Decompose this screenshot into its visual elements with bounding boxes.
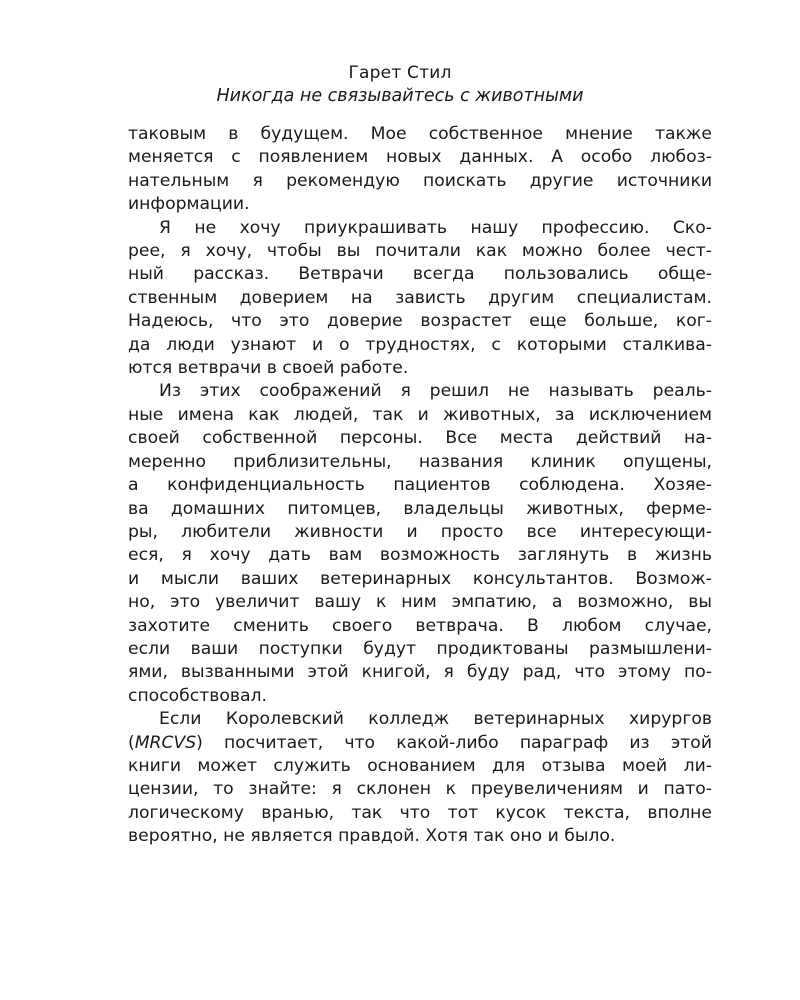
text-line: информации. <box>128 194 250 215</box>
text-line: вероятно, не является правдой. Хотя так оно и было. <box>128 826 616 847</box>
text-line: логическому вранью, так что тот кусок текста, вполне <box>128 802 712 823</box>
page-body-text <box>128 123 712 849</box>
text-line: рее, я хочу, чтобы вы почитали как можно более чест- <box>128 241 712 262</box>
open-paren: ( <box>128 732 135 753</box>
book-title: Никогда не связывайтесь с животными <box>216 86 584 106</box>
text-line: ются ветврачи в своей работе. <box>128 358 409 379</box>
text-line: меняется с появлением новых данных. А особо любоз- <box>128 147 712 168</box>
text-line: захотите сменить своего ветврача. В любом случае, <box>128 615 712 636</box>
text-line: меренно приблизительны, названия клиник опущены, <box>128 451 712 472</box>
text-line-mrcvs <box>128 732 712 755</box>
text-line: еся, я хочу дать вам возможность заглянуть в жизнь <box>128 545 712 566</box>
text-line: Из этих соображений я решил не называть реаль- <box>159 381 712 402</box>
text-line: способствовал. <box>128 685 267 706</box>
author-name: Гарет Стил <box>348 63 452 83</box>
text-line: если ваши поступки будут продиктованы размышлени- <box>128 638 712 659</box>
text-line: и мысли ваших ветеринарных консультантов. Возмож- <box>128 568 712 589</box>
text-line: ные имена как людей, так и животных, за исключением <box>128 404 712 425</box>
text-line: да люди узнают и о трудностях, с которыми сталкива- <box>128 334 712 355</box>
mrcvs-abbr: MRCVS <box>134 732 197 753</box>
text-line: но, это увеличит вашу к ним эмпатию, а возможно, вы <box>128 592 712 613</box>
text-line: таковым в будущем. Мое собственное мнение также <box>128 124 712 144</box>
text-line: книги может служить основанием для отзыва моей ли- <box>128 755 712 776</box>
text-line: ный рассказ. Ветврачи всегда пользовались обще- <box>128 264 712 285</box>
running-header <box>0 62 800 108</box>
text-line: ями, вызванными этой книгой, я буду рад, что этому по- <box>128 662 712 683</box>
line-rest: ) посчитает, что какой-либо параграф из этой <box>196 732 712 753</box>
text-line: ры, любители живности и просто все интересующи- <box>128 521 712 542</box>
text-line: цензии, то знайте: я склонен к преувеличениям и пато- <box>128 779 712 800</box>
text-line: ственным доверием на зависть другим специалистам. <box>128 287 712 308</box>
text-line: Если Королевский колледж ветеринарных хирургов <box>159 709 712 730</box>
text-line: своей собственной персоны. Все места действий на- <box>128 428 712 449</box>
text-line: нательным я рекомендую поискать другие источники <box>128 170 712 191</box>
text-line: Я не хочу приукрашивать нашу профессию. Ско- <box>159 217 712 238</box>
text-line: ва домашних питомцев, владельцы животных, ферме- <box>128 498 712 519</box>
text-line: Надеюсь, что это доверие возрастет еще больше, ког- <box>128 311 712 332</box>
text-line: а конфиденциальность пациентов соблюдена. Хозяе- <box>128 475 712 496</box>
